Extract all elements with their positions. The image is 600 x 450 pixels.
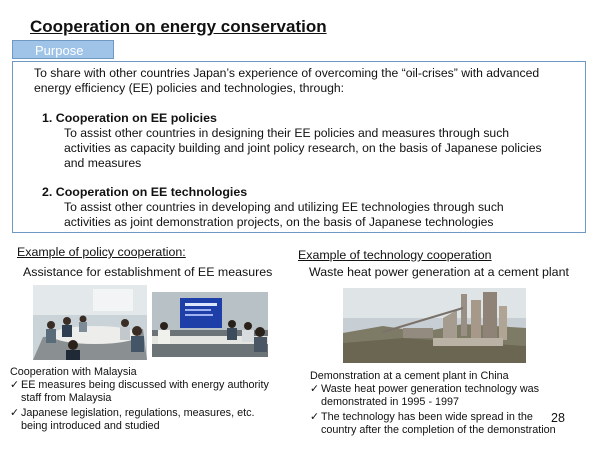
tech-bullet: ✓ The technology has been wide spread in the bbox=[310, 411, 533, 423]
tech-example-caption: Demonstration at a cement plant in China bbox=[310, 370, 509, 382]
purpose-intro-line: To share with other countries Japan’s experience of overcoming the “oil-crises” with advanced bbox=[34, 66, 540, 80]
purpose-intro-line: energy efficiency (EE) policies and technologies, through: bbox=[34, 81, 345, 95]
item1-line: activities as capacity building and joint policy research, on the basis of Japanese policies bbox=[64, 141, 542, 155]
page-title: Cooperation on energy conservation bbox=[30, 17, 327, 36]
item2-line: activities as joint demonstration projects, on the basis of Japanese technologies bbox=[64, 215, 494, 229]
meeting-photo-2 bbox=[152, 292, 268, 357]
policy-bullet-cont: being introduced and studied bbox=[21, 420, 160, 432]
page-number: 28 bbox=[551, 411, 565, 425]
tech-bullet: ✓ Waste heat power generation technology was bbox=[310, 383, 540, 395]
purpose-tab: Purpose bbox=[12, 40, 114, 59]
check-icon: ✓ bbox=[310, 411, 320, 423]
check-icon: ✓ bbox=[310, 383, 320, 395]
tech-bullet-cont: country after the completion of the demonstration bbox=[321, 424, 556, 436]
policy-bullet-cont: staff from Malaysia bbox=[21, 392, 112, 404]
item2-line: To assist other countries in developing and utilizing EE technologies through such bbox=[64, 200, 504, 214]
tech-example-subheading: Waste heat power generation at a cement plant bbox=[309, 265, 569, 279]
policy-example-heading: Example of policy cooperation: bbox=[17, 245, 186, 259]
policy-example-subheading: Assistance for establishment of EE measures bbox=[23, 265, 273, 279]
check-icon: ✓ bbox=[10, 379, 20, 391]
policy-bullet: ✓ Japanese legislation, regulations, measures, etc. bbox=[10, 407, 255, 419]
item1-title: 1. Cooperation on EE policies bbox=[42, 111, 217, 125]
item1-line: To assist other countries in designing their EE policies and measures through such bbox=[64, 126, 510, 140]
policy-bullet: ✓ EE measures being discussed with energy authority bbox=[10, 379, 269, 391]
item2-title: 2. Cooperation on EE technologies bbox=[42, 185, 248, 199]
tech-bullet-cont: demonstrated in 1995 - 1997 bbox=[321, 396, 460, 408]
tech-example-heading: Example of technology cooperation bbox=[298, 248, 492, 262]
item1-line: and measures bbox=[64, 156, 142, 170]
policy-example-caption: Cooperation with Malaysia bbox=[10, 366, 137, 378]
cement-plant-photo bbox=[343, 288, 526, 363]
meeting-photo-1 bbox=[33, 285, 147, 360]
check-icon: ✓ bbox=[10, 407, 20, 419]
